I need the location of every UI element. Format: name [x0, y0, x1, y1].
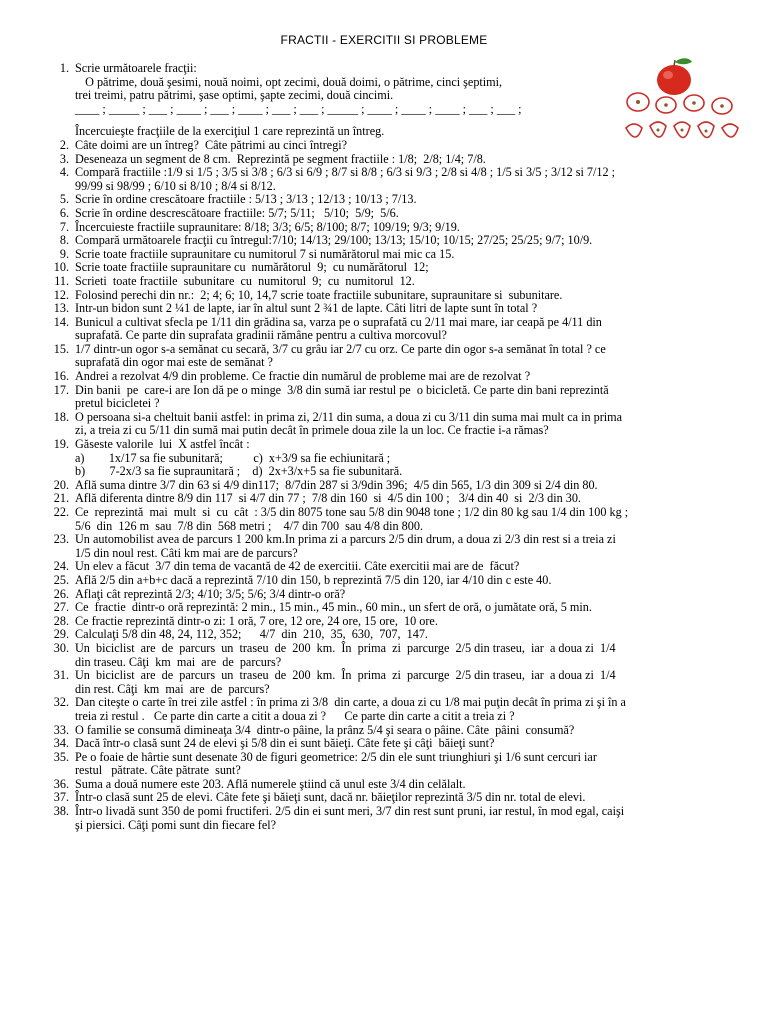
exercise-number: 4. [59, 165, 69, 180]
exercise-number: 31. [53, 668, 69, 683]
exercise-line: Intr-un bidon sunt 2 ¼1 de lapte, iar în altul sunt 2 ¾1 de lapte. Câti litri de lapte sunt în total ? [75, 301, 538, 316]
exercise-line: Deseneaza un segment de 8 cm. Reprezintă pe segment fractiile : 1/8; 2/8; 1/4; 7/8. [75, 151, 486, 166]
exercise-number: 38. [53, 804, 69, 819]
exercise-number: 10. [53, 260, 69, 275]
exercise-item [43, 207, 743, 221]
exercise-item [43, 370, 743, 384]
exercise-line: Într-o livadă sunt 350 de pomi fructiferi. 2/5 din ei sunt meri, 3/7 din rest sunt pruni, iar restul, în mod egal, caişi [75, 804, 625, 819]
exercise-item [43, 588, 743, 602]
exercise-line: 1/7 dintr-un ogor s-a semănat cu secară, 3/7 cu grâu iar 2/7 cu orz. Ce parte din ogor s-a semănat în total ? ce [75, 341, 606, 356]
answer-blanks: ____ ; _____ ; ___ ; ____ ; ___ ; ____ ; ___ ; ___ ; _____ ; ____ ; ____ ; ____ ; ___ ; ___ ; [75, 101, 522, 116]
exercise-line: O familie se consumă dimineaţa 3/4 dintr-o pâine, la prânz 5/4 şi seara o pâine. Câte pâini consumă? [75, 722, 575, 737]
exercise-number: 16. [53, 369, 69, 384]
exercise-line: O persoana si-a cheltuit banii astfel: in prima zi, 2/11 din suma, a doua zi cu 3/11 din suma mai mult ca in prima [75, 409, 623, 424]
exercise-line: suprafată din ogor mai este de semănat ? [75, 355, 273, 370]
exercise-number: 19. [53, 437, 69, 452]
exercise-number: 26. [53, 586, 69, 601]
exercise-number: 18. [53, 409, 69, 424]
exercise-line: 5/6 din 126 m sau 7/8 din 568 metri ; 4/7 din 700 sau 4/8 din 800. [75, 518, 424, 533]
exercise-item [43, 506, 743, 533]
exercise-item [43, 289, 743, 303]
exercise-line: Folosind perechi din nr.: 2; 4; 6; 10, 14,7 scrie toate fractiile subunitare, supraunitare si subunitare. [75, 287, 563, 302]
exercise-line: Află suma dintre 3/7 din 63 si 4/9 din117; 8/7din 287 si 3/9din 396; 4/5 din 565, 1/3 din 309 si 2/4 din 80. [75, 477, 598, 492]
exercise-line: Aflaţi cât reprezintă 2/3; 4/10; 3/5; 5/6; 3/4 dintr-o oră? [75, 586, 346, 601]
exercise-line: Ce fractie reprezintă dintr-o zi: 1 oră, 7 ore, 12 ore, 24 ore, 15 ore, 10 ore. [75, 613, 438, 628]
exercise-item [43, 696, 743, 723]
exercise-number: 23. [53, 532, 69, 547]
exercise-item [43, 791, 743, 805]
exercise-number: 35. [53, 749, 69, 764]
exercise-item [43, 62, 743, 139]
exercise-number: 29. [53, 627, 69, 642]
exercise-subitem: a) 1x/17 sa fie subunitară; c) x+3/9 sa fie echiunitară ; [75, 450, 391, 465]
exercise-line: Scrie în ordine crescătoare fractiile : 5/13 ; 3/13 ; 12/13 ; 10/13 ; 7/13. [75, 192, 417, 207]
exercise-item [43, 193, 743, 207]
exercise-line: Găseste valorile lui X astfel încât : [75, 437, 250, 452]
exercise-item [43, 302, 743, 316]
exercise-number: 34. [53, 736, 69, 751]
exercise-item [43, 166, 743, 193]
exercise-number: 17. [53, 382, 69, 397]
exercise-number: 6. [59, 205, 69, 220]
exercise-line: Scrie în ordine descrescătoare fractiile: 5/7; 5/11; 5/10; 5/9; 5/6. [75, 205, 399, 220]
exercise-line: Din banii pe care-i are Ion dă pe o minge 3/8 din sumă iar restul pe o bicicletă. Ce parte din bani reprezintă [75, 382, 609, 397]
exercise-item [43, 724, 743, 738]
exercise-item [43, 778, 743, 792]
exercise-line: Un automobilist avea de parcurs 1 200 km.In prima zi a parcurs 2/5 din drum, a doua zi 2/3 din rest si a treia zi [75, 532, 616, 547]
exercise-item [43, 737, 743, 751]
exercise-number: 20. [53, 477, 69, 492]
exercise-line: din traseu. Câţi km mai are de parcurs? [75, 654, 282, 669]
exercise-subitem: b) 7-2x/3 sa fie supraunitară ; d) 2x+3/x+5 sa fie subunitară. [75, 464, 403, 479]
exercise-item [43, 601, 743, 615]
exercise-line: restul pătrate. Câte pătrate sunt? [75, 763, 241, 778]
exercise-number: 28. [53, 613, 69, 628]
exercise-number: 8. [59, 233, 69, 248]
exercise-line: Încercuieşte fracţiile de la exerciţiul 1 care reprezintă un întreg. [75, 124, 385, 139]
exercise-line: Scrie toate fractiile supraunitare cu numitorul 7 si numărătorul mai mic ca 15. [75, 246, 455, 261]
exercise-line: Ce reprezintă mai mult si cu cât : 3/5 din 8075 tone sau 5/8 din 9048 tone ; 1/2 din 80 kg sau 1/4 din 100 kg ; [75, 505, 629, 519]
exercise-item [43, 316, 743, 343]
exercise-line: Un elev a făcut 3/7 din tema de vacantă de 42 de exercitii. Câte exercitii mai are de făcut? [75, 559, 520, 574]
exercise-line: suprafată. Ce parte din suprafata gradinii rămâne pentru a cultiva morcovul? [75, 328, 447, 343]
exercise-item [43, 248, 743, 262]
exercise-item [43, 479, 743, 493]
exercise-line: şi piersici. Câţi pomi sunt din fiecare fel? [75, 817, 277, 832]
exercise-item [43, 384, 743, 411]
exercise-line: Calculaţi 5/8 din 48, 24, 112, 352; 4/7 din 210, 35, 630, 707, 147. [75, 627, 428, 642]
exercise-number: 25. [53, 572, 69, 587]
exercise-line: Încercuieste fractiile supraunitare: 8/18; 3/3; 6/5; 8/100; 8/7; 109/19; 9/3; 9/19. [75, 219, 460, 234]
exercise-number: 32. [53, 695, 69, 710]
exercise-item [43, 805, 743, 832]
exercise-item [43, 492, 743, 506]
exercise-item [43, 261, 743, 275]
exercise-line: Bunicul a cultivat sfecla pe 1/11 din grădina sa, varza pe o suprafată cu 2/11 mai mare, iar ceapă pe 4/11 din [75, 314, 602, 329]
exercise-line: pretul bicicletei ? [75, 396, 160, 411]
exercise-line: Compară fractiile :1/9 si 1/5 ; 3/5 si 3/8 ; 6/3 si 6/9 ; 8/7 si 8/8 ; 6/3 si 9/3 ; 2/8 si 4/8 ; 1/5 si 3/5 ; 3/12 si 7/12 ; [75, 165, 615, 180]
exercise-number: 2. [59, 137, 69, 152]
exercise-line: Dan citeşte o carte în trei zile astfel : în prima zi 3/8 din carte, a doua zi cu 1/8 mai puţin decât în prima zi şi în a [75, 695, 626, 710]
exercise-number: 14. [53, 314, 69, 329]
exercise-list [43, 62, 743, 832]
exercise-item [43, 221, 743, 235]
page-title: FRACTII - EXERCITII SI PROBLEME [280, 33, 488, 47]
exercise-number: 15. [53, 341, 69, 356]
exercise-item [43, 615, 743, 629]
exercise-line: 1/5 din noul rest. Câti km mai are de parcurs? [75, 545, 298, 560]
exercise-item [43, 153, 743, 167]
exercise-item [43, 234, 743, 248]
exercise-line: Un biciclist are de parcurs un traseu de 200 km. În prima zi parcurge 2/5 din traseu, iar a doua zi 1/4 [75, 668, 616, 683]
exercise-line: treia zi restul . Ce parte din carte a citit a doua zi ? Ce parte din carte a citit a treia zi ? [75, 708, 515, 723]
exercise-number: 33. [53, 722, 69, 737]
exercise-line: Scrieti toate fractiile subunitare cu numitorul 9; cu numitorul 12. [75, 273, 415, 288]
exercise-number: 30. [53, 640, 69, 655]
exercise-number: 27. [53, 600, 69, 615]
exercise-item [43, 275, 743, 289]
exercise-number: 3. [59, 151, 69, 166]
exercise-line: Suma a două numere este 203. Află numerele ştiind că unul este 3/4 din celălalt. [75, 776, 466, 791]
exercise-number: 21. [53, 491, 69, 506]
exercise-line: din rest. Câţi km mai are de parcurs? [75, 681, 270, 696]
exercise-number: 7. [59, 219, 69, 234]
exercise-item [43, 628, 743, 642]
exercise-line: Află 2/5 din a+b+c dacă a reprezintă 7/10 din 150, b reprezintă 7/5 din 120, iar 4/10 din c este 40. [75, 572, 552, 587]
exercise-item [43, 139, 743, 153]
exercise-line: trei treimi, patru pătrimi, şase optimi, şapte zecimi, două cincimi. [75, 88, 394, 103]
exercise-item [43, 574, 743, 588]
exercise-item [43, 642, 743, 669]
exercise-line: Compară următoarele fracţii cu întregul:7/10; 14/13; 29/100; 13/13; 15/10; 10/15; 27/25; 25/25; 9/7; 10/9. [75, 233, 593, 248]
exercise-line: 99/99 si 98/99 ; 6/10 si 8/10 ; 8/4 si 8/12. [75, 178, 276, 193]
exercise-item [43, 560, 743, 574]
exercise-line: Andrei a rezolvat 4/9 din probleme. Ce fractie din numărul de probleme mai are de rezolvat ? [75, 369, 531, 384]
exercise-number: 36. [53, 776, 69, 791]
exercise-item [43, 411, 743, 438]
exercise-item [43, 533, 743, 560]
exercise-line: Află diferenta dintre 8/9 din 117 si 4/7 din 77 ; 7/8 din 160 si 4/5 din 100 ; 3/4 din 40 si 2/3 din 30. [75, 491, 581, 506]
exercise-number: 1. [59, 61, 69, 75]
exercise-number: 22. [53, 505, 69, 519]
exercise-line: Scrie toate fractiile supraunitare cu numărătorul 9; cu numărătorul 12; [75, 260, 429, 275]
exercise-number: 12. [53, 287, 69, 302]
exercise-number: 11. [54, 273, 69, 288]
exercise-line: Dacă într-o clasă sunt 24 de elevi şi 5/8 din ei sunt băieţi. Câte fete şi câţi băieţi sunt? [75, 736, 495, 751]
exercise-line: Ce fractie dintr-o oră reprezintă: 2 min., 15 min., 45 min., 60 min., un sfert de oră, o jumătate oră, 5 min. [75, 600, 592, 615]
exercise-number: 24. [53, 559, 69, 574]
exercise-line: Scrie următoarele fracţii: [75, 61, 197, 75]
exercise-line: zi, a treia zi cu 5/11 din sumă mai putin decât în primele doua zile la un loc. Ce fractie i-a rămas? [75, 423, 549, 438]
exercise-line: Câte doimi are un întreg? Câte pătrimi au cinci întregi? [75, 137, 348, 152]
exercise-rows [43, 139, 743, 832]
exercise-line: Un biciclist are de parcurs un traseu de 200 km. În prima zi parcurge 2/5 din traseu, iar a doua zi 1/4 [75, 640, 616, 655]
exercise-number: 9. [59, 246, 69, 261]
exercise-line: Pe o foaie de hârtie sunt desenate 30 de figuri geometrice: 2/5 din ele sunt triunghiuri şi 1/6 sunt cercuri iar [75, 749, 597, 764]
exercise-number: 13. [53, 301, 69, 316]
exercise-item [43, 669, 743, 696]
exercise-line: Într-o clasă sunt 25 de elevi. Câte fete şi băieţi sunt, dacă nr. băieţilor reprezintă 3/5 din nr. total de elevi. [75, 790, 586, 805]
exercise-item [43, 751, 743, 778]
exercise-item [43, 438, 743, 479]
exercise-number: 37. [53, 790, 69, 805]
exercise-item [43, 343, 743, 370]
exercise-number: 5. [59, 192, 69, 207]
exercise-line: O pătrime, două şesimi, nouă noimi, opt zecimi, două doimi, o pătrime, cinci şeptimi, [79, 74, 503, 89]
